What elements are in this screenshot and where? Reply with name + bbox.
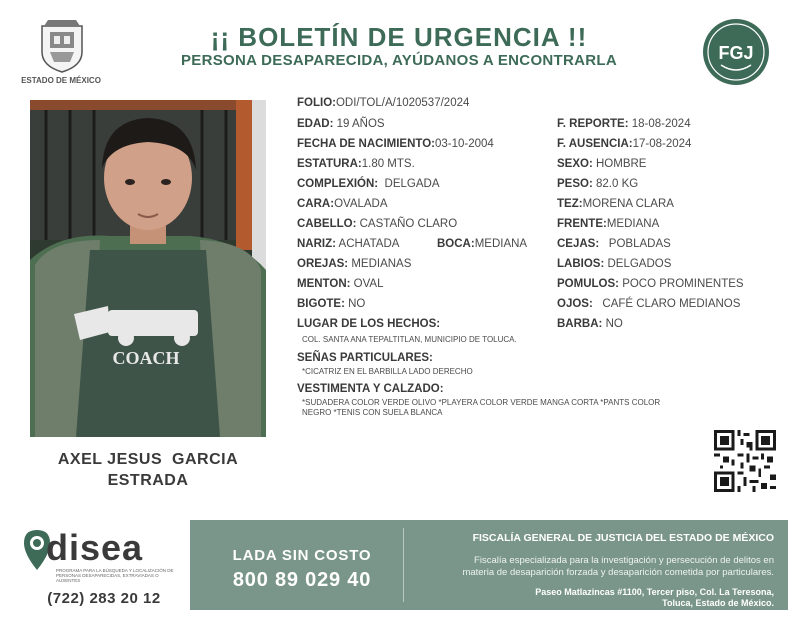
- field-vestimenta-value-line2: NEGRO *TENIS CON SUELA BLANCA: [302, 408, 443, 417]
- field-boca: [437, 238, 527, 250]
- field-senas: [297, 352, 433, 364]
- field-lugar: [297, 318, 440, 330]
- person-name-line2: ESTRADA: [107, 472, 189, 489]
- field-cejas-label: CEJAS:: [557, 238, 600, 250]
- field-ojos-value: CAFÉ CLARO MEDIANOS: [602, 298, 741, 310]
- person-name-line1: AXEL JESUS GARCIA: [57, 451, 239, 468]
- field-barba-value: NO: [605, 318, 623, 330]
- field-bigote-label: BIGOTE:: [297, 298, 345, 310]
- field-peso-label: PESO:: [557, 178, 593, 190]
- missing-person-photo: [30, 100, 266, 437]
- field-labios-value: DELGADOS: [607, 258, 672, 270]
- banner-divider: [403, 528, 404, 602]
- field-pomulos-label: POMULOS:: [557, 278, 619, 290]
- field-peso: [557, 178, 638, 190]
- edomex-label: ESTADO DE MÉXICO: [21, 76, 101, 85]
- field-tez-label: TEZ:: [557, 198, 583, 210]
- field-menton-label: MENTON:: [297, 278, 351, 290]
- field-frente: [557, 218, 659, 230]
- field-pomulos: [557, 278, 744, 290]
- field-menton-value: OVAL: [353, 278, 384, 290]
- field-menton: [297, 278, 383, 290]
- field-complexion-label: COMPLEXIÓN:: [297, 178, 379, 190]
- field-cejas-value: POBLADAS: [608, 238, 671, 250]
- person-name: [30, 449, 266, 491]
- field-lugar-label: LUGAR DE LOS HECHOS:: [297, 318, 441, 330]
- field-edad-label: EDAD:: [297, 118, 334, 130]
- field-lugar-value: COL. SANTA ANA TEPALTITLAN, MUNICIPIO DE TOLUCA.: [302, 335, 517, 344]
- field-pomulos-value: POCO PROMINENTES: [622, 278, 744, 290]
- field-estatura-label: ESTATURA:: [297, 158, 362, 170]
- field-complexion: [297, 178, 440, 190]
- field-reporte-label: F. REPORTE:: [557, 118, 629, 130]
- fiscalia-desc-line2: materia de desaparición forzada y desaparición cometida por particulares.: [462, 567, 774, 578]
- fgj-logo-text: FGJ: [718, 43, 754, 63]
- field-orejas-label: OREJAS:: [297, 258, 349, 270]
- field-cara-label: CARA:: [297, 198, 335, 210]
- field-barba: [557, 318, 623, 330]
- field-frente-value: MEDIANA: [606, 218, 660, 230]
- field-ausencia-label: F. AUSENCIA:: [557, 138, 633, 150]
- field-nariz: [297, 238, 399, 250]
- local-phone[interactable]: (722) 283 20 12: [47, 590, 161, 607]
- field-reporte: [557, 118, 691, 130]
- field-tez: [557, 198, 674, 210]
- field-sexo: [557, 158, 646, 170]
- field-complexion-value: DELGADA: [384, 178, 440, 190]
- field-nacimiento-value: 03-10-2004: [435, 138, 494, 150]
- field-boca-value: MEDIANA: [474, 238, 528, 250]
- field-peso-value: 82.0 KG: [596, 178, 639, 190]
- shirt-text: COACH: [112, 348, 180, 368]
- field-folio-value: ODI/TOL/A/1020537/2024: [335, 97, 470, 109]
- toll-free-label: LADA SIN COSTO: [232, 547, 372, 564]
- bulletin-title: ¡¡ BOLETÍN DE URGENCIA !!: [210, 22, 588, 52]
- field-edad-value: 19 AÑOS: [336, 118, 385, 130]
- field-sexo-label: SEXO:: [557, 158, 593, 170]
- toll-free-number[interactable]: 800 89 029 40: [232, 569, 372, 591]
- field-estatura: [297, 158, 415, 170]
- field-nariz-value: ACHATADA: [338, 238, 400, 250]
- field-nariz-label: NARIZ:: [297, 238, 336, 250]
- field-cabello: [297, 218, 457, 230]
- field-reporte-value: 18-08-2024: [631, 118, 691, 130]
- field-vestimenta-label: VESTIMENTA Y CALZADO:: [297, 383, 444, 395]
- field-folio-label: FOLIO:: [297, 97, 336, 109]
- field-labios-label: LABIOS:: [557, 258, 605, 270]
- odisea-logo-text: disea: [46, 527, 144, 568]
- field-nacimiento-label: FECHA DE NACIMIENTO:: [297, 138, 435, 150]
- field-bigote: [297, 298, 365, 310]
- fiscalia-description: [416, 555, 774, 579]
- field-vestimenta: [297, 383, 444, 395]
- qr-code[interactable]: [714, 430, 776, 492]
- field-ojos: [557, 298, 740, 310]
- field-tez-value: MORENA CLARA: [582, 198, 674, 210]
- field-cara: [297, 198, 388, 210]
- field-vestimenta-value-line1: *SUDADERA COLOR VERDE OLIVO *PLAYERA COLOR VERDE MANGA CORTA *PANTS COLOR: [302, 398, 661, 407]
- field-frente-label: FRENTE:: [557, 218, 607, 230]
- field-orejas-value: MEDIANAS: [351, 258, 412, 270]
- field-orejas: [297, 258, 411, 270]
- field-nacimiento: [297, 138, 494, 150]
- fgj-logo: [701, 17, 771, 87]
- fiscalia-address: [416, 587, 774, 609]
- field-ausencia-value: 17-08-2024: [632, 138, 692, 150]
- field-estatura-value: 1.80 MTS.: [361, 158, 415, 170]
- fiscalia-desc-line1: Fiscalía especializada para la investigación y persecución de delitos en: [474, 555, 774, 566]
- field-edad: [297, 118, 385, 130]
- field-ojos-label: OJOS:: [557, 298, 593, 310]
- field-cejas: [557, 238, 671, 250]
- field-senas-value: *CICATRIZ EN EL BARBILLA LADO DERECHO: [302, 367, 473, 376]
- field-labios: [557, 258, 671, 270]
- bulletin-subtitle: PERSONA DESAPARECIDA, AYÚDANOS A ENCONTRARLA: [180, 52, 617, 69]
- field-bigote-value: NO: [348, 298, 366, 310]
- field-barba-label: BARBA:: [557, 318, 603, 330]
- field-folio: [297, 97, 469, 109]
- field-cabello-value: CASTAÑO CLARO: [359, 218, 458, 230]
- field-cabello-label: CABELLO:: [297, 218, 357, 230]
- field-senas-label: SEÑAS PARTICULARES:: [297, 352, 433, 364]
- fiscalia-title: FISCALÍA GENERAL DE JUSTICIA DEL ESTADO DE MÉXICO: [472, 532, 774, 544]
- odisea-program-text: PROGRAMA PARA LA BÚSQUEDA Y LOCALIZACIÓN DE PERSONAS DESAPARECIDAS, EXTRAVIADAS O AUSENTES: [56, 568, 174, 583]
- fiscalia-address-line2: Toluca, Estado de México.: [662, 598, 774, 608]
- field-boca-label: BOCA:: [437, 238, 475, 250]
- field-sexo-value: HOMBRE: [596, 158, 647, 170]
- fiscalia-address-line1: Paseo Matlazincas #1100, Tercer piso, Col. La Teresona,: [535, 587, 774, 597]
- field-ausencia: [557, 138, 691, 150]
- field-cara-value: OVALADA: [334, 198, 388, 210]
